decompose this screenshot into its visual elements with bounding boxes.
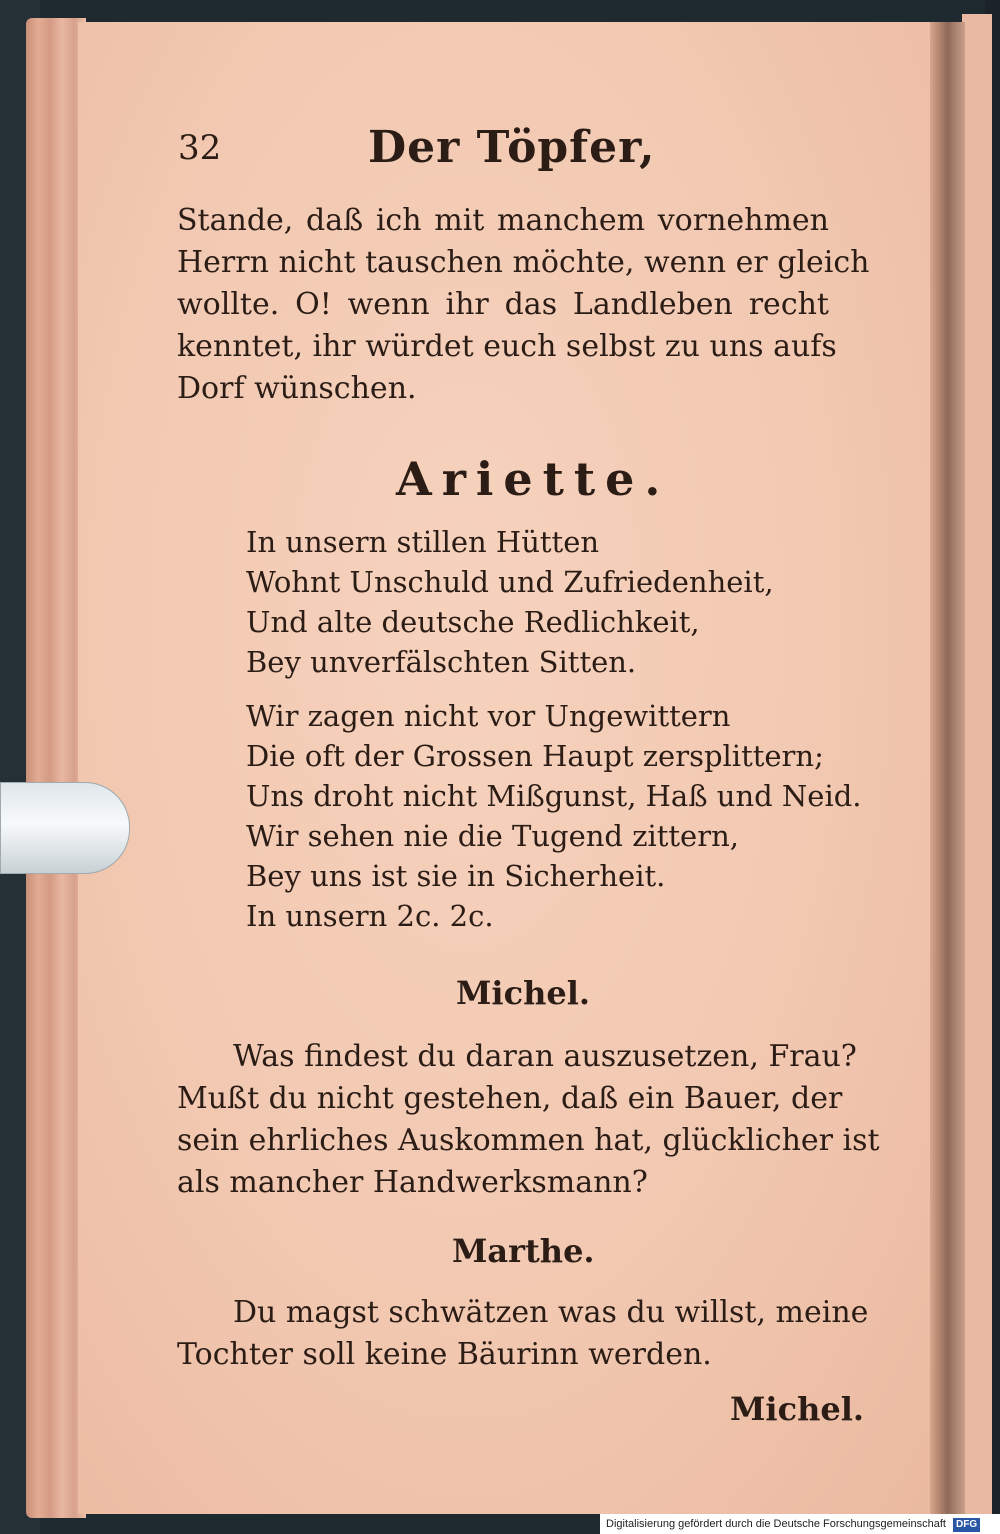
speech-michel (177, 1036, 880, 1204)
verse-line: Bey uns ist sie in Sicherheit. (246, 859, 666, 893)
verse-line: In unsern stillen Hütten (246, 525, 600, 559)
verse-line: In unsern 2c. 2c. (246, 899, 494, 933)
verse-line: Wir sehen nie die Tugend zittern, (246, 819, 739, 853)
verse-stanza-2 (246, 696, 862, 936)
text-line: Herrn nicht tauschen möchte, wenn er gleich (177, 245, 870, 280)
speech-marthe (177, 1292, 869, 1376)
running-header: Der Töpfer, (368, 122, 656, 173)
section-title: Ariette. (396, 452, 671, 506)
paragraph-1 (177, 200, 870, 410)
text-line: kenntet, ihr würdet euch selbst zu uns aufs (177, 329, 837, 364)
verse-line: Die oft der Grossen Haupt zersplittern; (246, 739, 824, 773)
dfg-logo: DFG (953, 1518, 980, 1532)
text-line: Mußt du nicht gestehen, daß ein Bauer, der (177, 1081, 843, 1116)
verse-line: Bey unverfälschten Sitten. (246, 645, 637, 679)
next-page-edge (962, 14, 992, 1514)
footer-text: Digitalisierung gefördert durch die Deutsche Forschungsgemeinschaft (606, 1518, 946, 1530)
book-clamp (0, 782, 130, 874)
text-line: Tochter soll keine Bäurinn werden. (177, 1337, 712, 1372)
text-line: Stande, daß ich mit manchem vornehmen (177, 203, 829, 238)
speaker-marthe: Marthe. (452, 1232, 595, 1270)
text-line: Was findest du daran auszusetzen, Frau? (233, 1039, 857, 1074)
book-gutter (930, 22, 965, 1514)
verse-line: Wohnt Unschuld und Zufriedenheit, (246, 565, 774, 599)
text-line: als mancher Handwerksmann? (177, 1165, 648, 1200)
page-number: 32 (178, 128, 222, 168)
text-line: wollte. O! wenn ihr das Landleben recht (177, 287, 829, 322)
verse-line: Und alte deutsche Redlichkeit, (246, 605, 700, 639)
page-edges (26, 18, 86, 1518)
catchword: Michel. (730, 1390, 864, 1428)
text-line: sein ehrliches Auskommen hat, glücklicher ist (177, 1123, 880, 1158)
text-line: Du magst schwätzen was du willst, meine (233, 1295, 869, 1330)
verse-stanza-1 (246, 522, 774, 682)
speaker-michel: Michel. (456, 974, 590, 1012)
digitization-footer (600, 1514, 1000, 1534)
verse-line: Uns droht nicht Mißgunst, Haß und Neid. (246, 779, 862, 813)
text-line: Dorf wünschen. (177, 371, 417, 406)
verse-line: Wir zagen nicht vor Ungewittern (246, 699, 731, 733)
